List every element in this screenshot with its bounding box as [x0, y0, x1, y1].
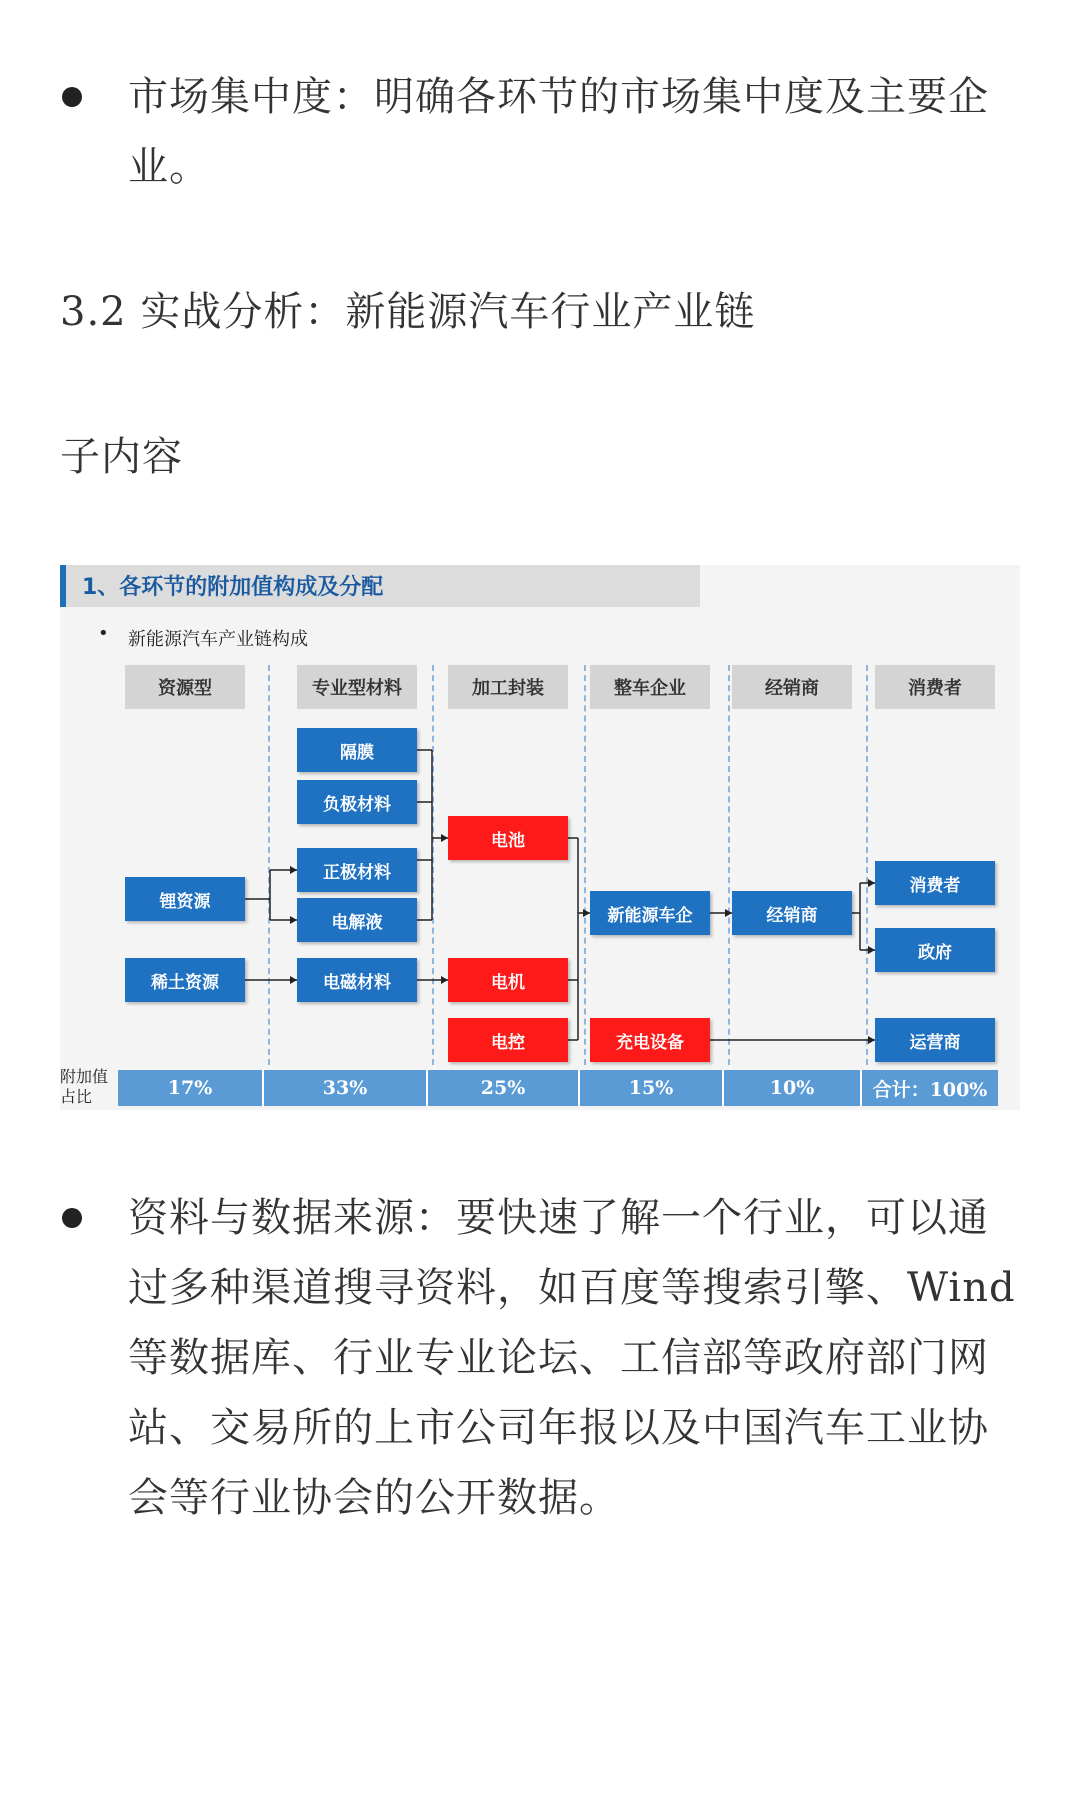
paragraph-market-concentration: 市场集中度：明确各环节的市场集中度及主要企业。	[128, 74, 989, 190]
node-anode: 负极材料	[297, 780, 417, 824]
value-share-vehicle-maker: 15%	[580, 1070, 724, 1106]
column-header-processing: 加工封装	[448, 665, 568, 709]
node-separator: 隔膜	[297, 728, 417, 772]
value-share-dealer: 10%	[724, 1070, 862, 1106]
value-share-bar	[118, 1070, 998, 1106]
node-lithium: 锂资源	[125, 877, 245, 921]
node-operator: 运营商	[875, 1018, 995, 1062]
figure-title: 1、各环节的附加值构成及分配	[82, 575, 384, 600]
value-share-resource: 17%	[118, 1070, 264, 1106]
node-control: 电控	[448, 1018, 568, 1062]
industry-chain-figure	[60, 565, 1020, 1110]
section-heading: 3.2 实战分析：新能源汽车行业产业链	[60, 289, 756, 335]
node-dealer: 经销商	[732, 891, 852, 935]
bullet-dot	[62, 1208, 82, 1228]
column-header-materials: 专业型材料	[297, 665, 417, 709]
value-share-total: 合计：100%	[872, 1078, 988, 1101]
node-charging-equipment: 充电设备	[590, 1018, 710, 1062]
value-share-materials: 33%	[264, 1070, 428, 1106]
sub-heading: 子内容	[60, 434, 183, 480]
figure-subtitle: 新能源汽车产业链构成	[128, 629, 308, 650]
figure-subtitle-bullet: •	[98, 623, 109, 644]
node-rare-earth: 稀土资源	[125, 958, 245, 1002]
node-cathode: 正极材料	[297, 848, 417, 892]
node-nev-maker: 新能源车企	[590, 891, 710, 935]
node-magnetic: 电磁材料	[297, 958, 417, 1002]
paragraph-data-sources: 资料与数据来源：要快速了解一个行业，可以通过多种渠道搜寻资料，如百度等搜索引擎、Wind等数据库、行业专业论坛、工信部等政府部门网站、交易所的上市公司年报以及中国汽车工业协会等行业协会的公开数据。	[128, 1195, 1016, 1521]
value-share-processing: 25%	[428, 1070, 580, 1106]
column-header-dealer: 经销商	[732, 665, 852, 709]
bullet-dot	[62, 87, 82, 107]
node-motor: 电机	[448, 958, 568, 1002]
node-electrolyte: 电解液	[297, 898, 417, 942]
column-header-vehicle-maker: 整车企业	[590, 665, 710, 709]
column-header-resource: 资源型	[125, 665, 245, 709]
node-battery: 电池	[448, 816, 568, 860]
node-consumer: 消费者	[875, 861, 995, 905]
value-share-label: 附加值占比	[60, 1067, 109, 1106]
column-header-consumer: 消费者	[875, 665, 995, 709]
node-government: 政府	[875, 928, 995, 972]
